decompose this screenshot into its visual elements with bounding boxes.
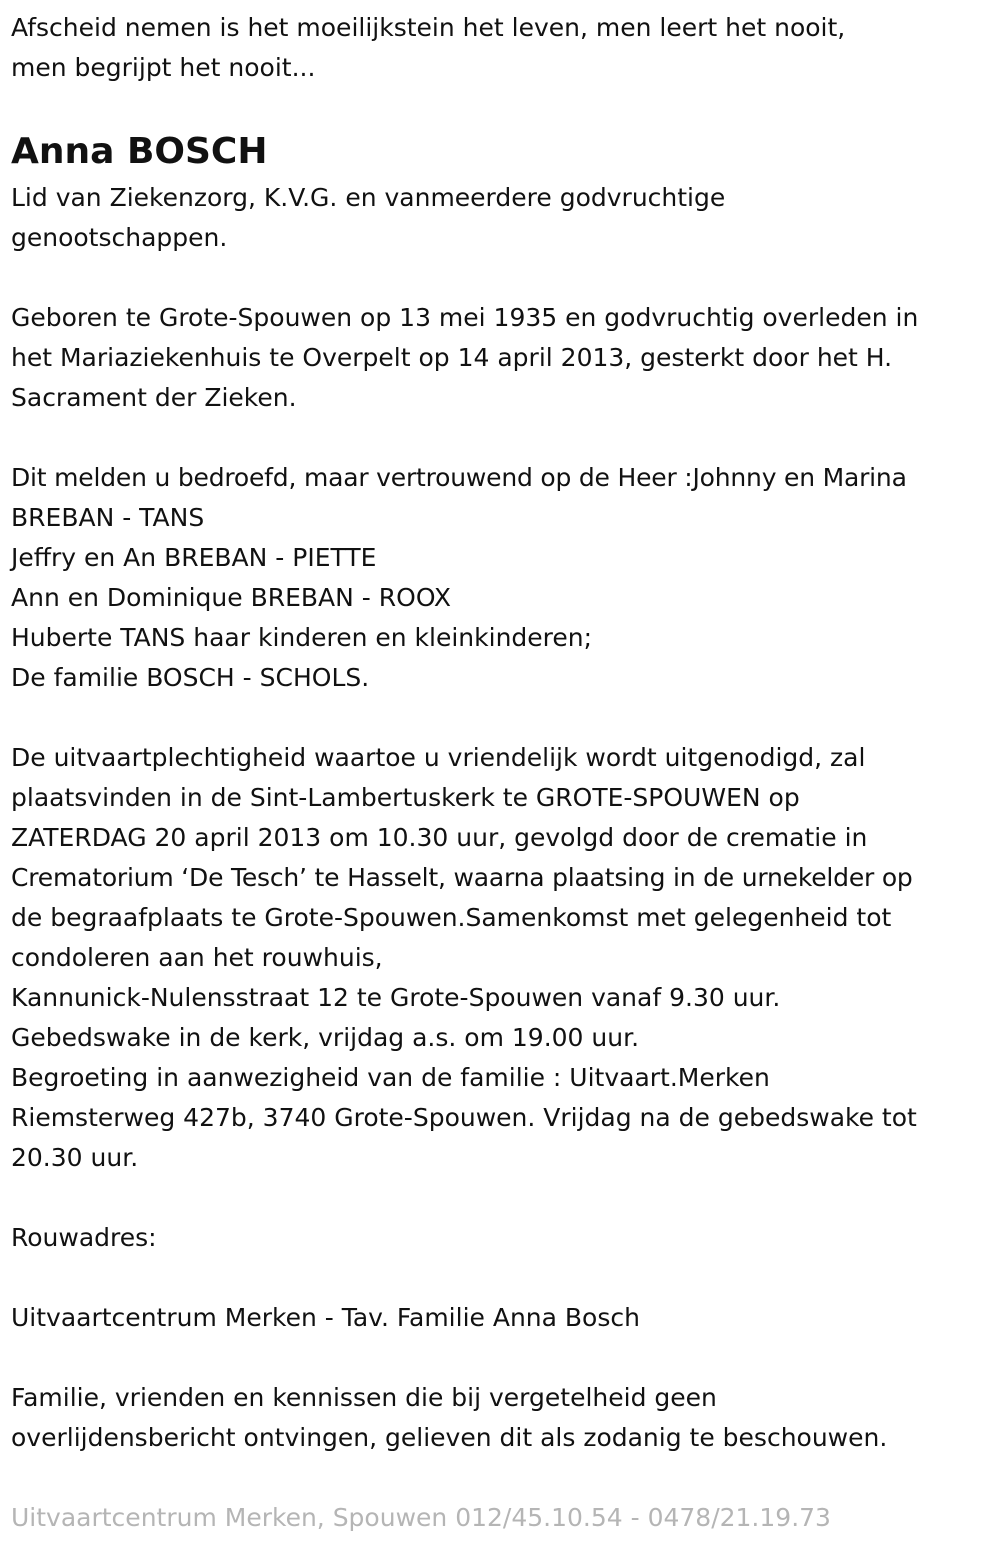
notice-line: Familie, vrienden en kennissen die bij vergetelheid geen (11, 1383, 717, 1412)
ceremony-line: plaatsvinden in de Sint-Lambertuskerk te GROTE-SPOUWEN op (11, 783, 800, 812)
deceased-name: Anna BOSCH (11, 131, 268, 172)
intro-quote (11, 8, 992, 88)
ceremony-line: Kannunick-Nulensstraat 12 te Grote-Spouwen vanaf 9.30 uur. (11, 983, 781, 1012)
ceremony-line: ZATERDAG 20 april 2013 om 10.30 uur, gevolgd door de crematie in (11, 823, 868, 852)
ceremony-line: Begroeting in aanwezigheid van de familie : Uitvaart.Merken (11, 1063, 770, 1092)
intro-line: men begrijpt het nooit... (11, 53, 316, 82)
spacer (11, 698, 992, 738)
membership-line: genootschappen. (11, 223, 228, 252)
birth-death-paragraph (11, 298, 992, 418)
ceremony-line: de begraafplaats te Grote-Spouwen.Samenkomst met gelegenheid tot (11, 903, 892, 932)
spacer (11, 258, 992, 298)
funeral-home-contact: Uitvaartcentrum Merken, Spouwen 012/45.10.54 - 0478/21.19.73 (11, 1503, 831, 1532)
family-line: Jeffry en An BREBAN - PIETTE (11, 543, 377, 572)
birth-death-line: het Mariaziekenhuis te Overpelt op 14 april 2013, gesterkt door het H. (11, 343, 893, 372)
ceremony-line: Gebedswake in de kerk, vrijdag a.s. om 19.00 uur. (11, 1023, 640, 1052)
membership-line: Lid van Ziekenzorg, K.V.G. en vanmeerdere godvruchtige (11, 183, 726, 212)
family-line: Ann en Dominique BREBAN - ROOX (11, 583, 452, 612)
birth-death-line: Sacrament der Zieken. (11, 383, 297, 412)
spacer (11, 1338, 992, 1378)
intro-line: Afscheid nemen is het moeilijkstein het leven, men leert het nooit, (11, 13, 846, 42)
ceremony-line: Riemsterweg 427b, 3740 Grote-Spouwen. Vrijdag na de gebedswake tot (11, 1103, 917, 1132)
spacer (11, 418, 992, 458)
membership-text (11, 178, 992, 258)
ceremony-paragraph (11, 738, 992, 1178)
notice-paragraph (11, 1378, 992, 1458)
address-label: Rouwadres: (11, 1223, 157, 1252)
address-text: Uitvaartcentrum Merken - Tav. Familie Anna Bosch (11, 1303, 640, 1332)
birth-death-line: Geboren te Grote-Spouwen op 13 mei 1935 en godvruchtig overleden in (11, 303, 919, 332)
notice-line: overlijdensbericht ontvingen, gelieven dit als zodanig te beschouwen. (11, 1423, 888, 1452)
ceremony-line: Crematorium ‘De Tesch’ te Hasselt, waarna plaatsing in de urnekelder op (11, 863, 913, 892)
ceremony-line: condoleren aan het rouwhuis, (11, 943, 383, 972)
family-line: Huberte TANS haar kinderen en kleinkinderen; (11, 623, 593, 652)
ceremony-line: De uitvaartplechtigheid waartoe u vriendelijk wordt uitgenodigd, zal (11, 743, 866, 772)
spacer (11, 1178, 992, 1218)
family-paragraph (11, 458, 992, 698)
family-line: Dit melden u bedroefd, maar vertrouwend op de Heer :Johnny en Marina (11, 463, 907, 492)
family-line: BREBAN - TANS (11, 503, 205, 532)
family-line: De familie BOSCH - SCHOLS. (11, 663, 370, 692)
spacer (11, 1258, 992, 1298)
ceremony-line: 20.30 uur. (11, 1143, 139, 1172)
